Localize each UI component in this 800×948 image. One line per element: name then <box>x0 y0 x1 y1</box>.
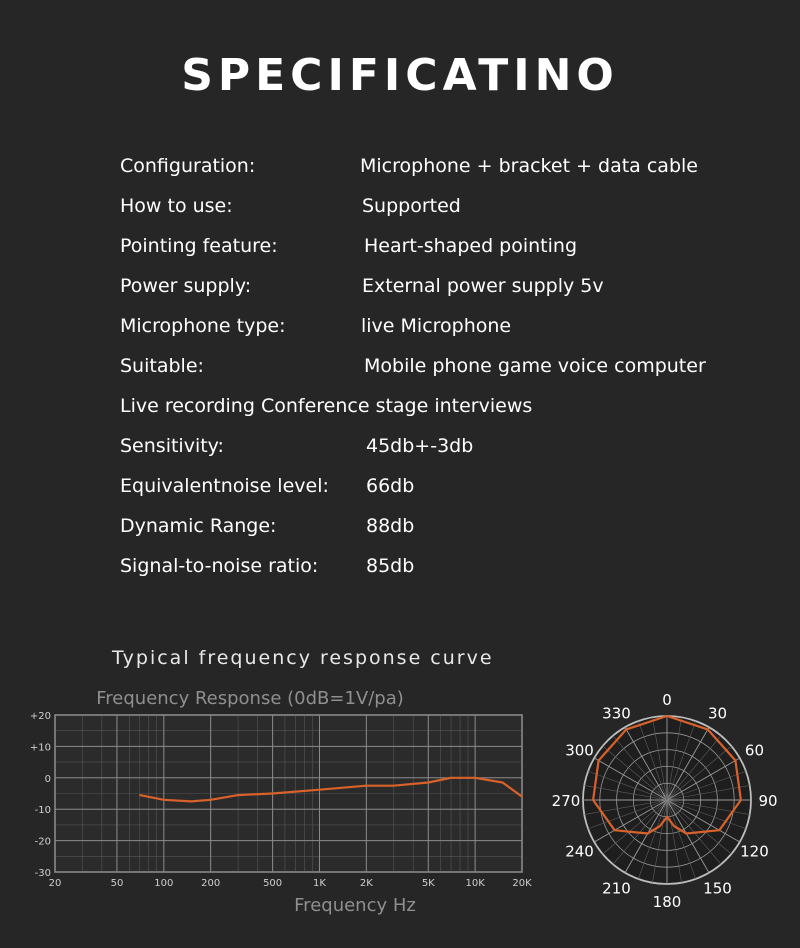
response-point <box>475 777 476 778</box>
x-tick-label: 500 <box>263 878 283 889</box>
polar-angle-label: 30 <box>707 704 728 723</box>
spec-value: Supported <box>362 195 461 217</box>
spec-label: How to use: <box>120 195 233 217</box>
spec-label: Sensitivity: <box>120 435 224 457</box>
spec-value: Microphone + bracket + data cable <box>360 155 698 177</box>
response-point <box>191 801 192 802</box>
polar-angle-label: 330 <box>602 704 631 723</box>
spec-value: External power supply 5v <box>362 275 604 297</box>
y-tick-label: +10 <box>29 742 51 754</box>
spec-value: 85db <box>366 555 415 577</box>
page-title: SPECIFICATINO <box>181 50 619 101</box>
x-tick-label: 2K <box>359 878 373 889</box>
polar-angle-label: 300 <box>565 741 594 760</box>
x-tick-label: 1K <box>313 878 326 889</box>
response-point <box>272 793 273 794</box>
response-point <box>502 782 503 783</box>
polar-angle-label: 60 <box>744 741 765 760</box>
spec-label: Suitable: <box>120 355 204 377</box>
spec-label: Equivalentnoise level: <box>120 475 329 497</box>
polar-angle-label: 90 <box>758 792 778 810</box>
response-point <box>521 796 522 797</box>
spec-label: Microphone type: <box>120 315 286 337</box>
y-tick-label: 0 <box>44 773 51 785</box>
polar-pattern-chart <box>540 690 800 910</box>
x-tick-label: 200 <box>201 878 221 889</box>
x-tick-label: 20K <box>512 878 532 889</box>
spec-value: 88db <box>366 515 415 537</box>
spec-value: Heart-shaped pointing <box>364 235 578 257</box>
spec-label: Power supply: <box>120 275 252 297</box>
y-tick-label: -10 <box>34 805 51 817</box>
polar-angle-label: 120 <box>740 842 769 861</box>
polar-angle-label: 180 <box>652 893 682 910</box>
spec-label: Pointing feature: <box>120 235 278 257</box>
y-tick-label: -20 <box>34 836 51 848</box>
response-point <box>139 794 140 795</box>
response-point <box>237 794 238 795</box>
y-tick-label: -30 <box>34 868 51 879</box>
x-tick-label: 100 <box>154 878 174 889</box>
polar-angle-label: 150 <box>703 879 732 898</box>
response-point <box>393 785 394 786</box>
x-tick-label: 50 <box>110 878 124 889</box>
y-tick-label: +20 <box>29 711 51 722</box>
response-point <box>366 785 367 786</box>
polar-angle-label: 210 <box>602 879 631 898</box>
response-point <box>210 799 211 800</box>
x-tick-label: 5K <box>421 878 435 889</box>
response-point <box>450 777 451 778</box>
polar-angle-label: 240 <box>565 842 594 861</box>
x-axis-label: Frequency Hz <box>294 895 416 916</box>
frequency-response-chart <box>0 680 540 920</box>
curve-caption: Typical frequency response curve <box>112 647 494 669</box>
spec-label: Signal-to-noise ratio: <box>120 555 319 577</box>
polar-angle-label: 270 <box>551 792 581 810</box>
x-tick-label: 10K <box>465 878 485 889</box>
spec-label: Configuration: <box>120 155 256 177</box>
spec-label: Dynamic Range: <box>120 515 277 537</box>
response-point <box>319 789 320 790</box>
chart-title: Frequency Response (0dB=1V/pa) <box>96 688 404 709</box>
spec-value: 45db+-3db <box>366 435 474 457</box>
spec-label: Live recording Conference stage interviews <box>120 395 533 417</box>
spec-value: 66db <box>366 475 415 497</box>
polar-angle-label: 0 <box>662 691 672 709</box>
response-point <box>428 782 429 783</box>
spec-value: Mobile phone game voice computer <box>364 355 706 377</box>
x-tick-label: 20 <box>48 878 62 889</box>
response-point <box>163 799 164 800</box>
spec-value: live Microphone <box>361 315 512 337</box>
